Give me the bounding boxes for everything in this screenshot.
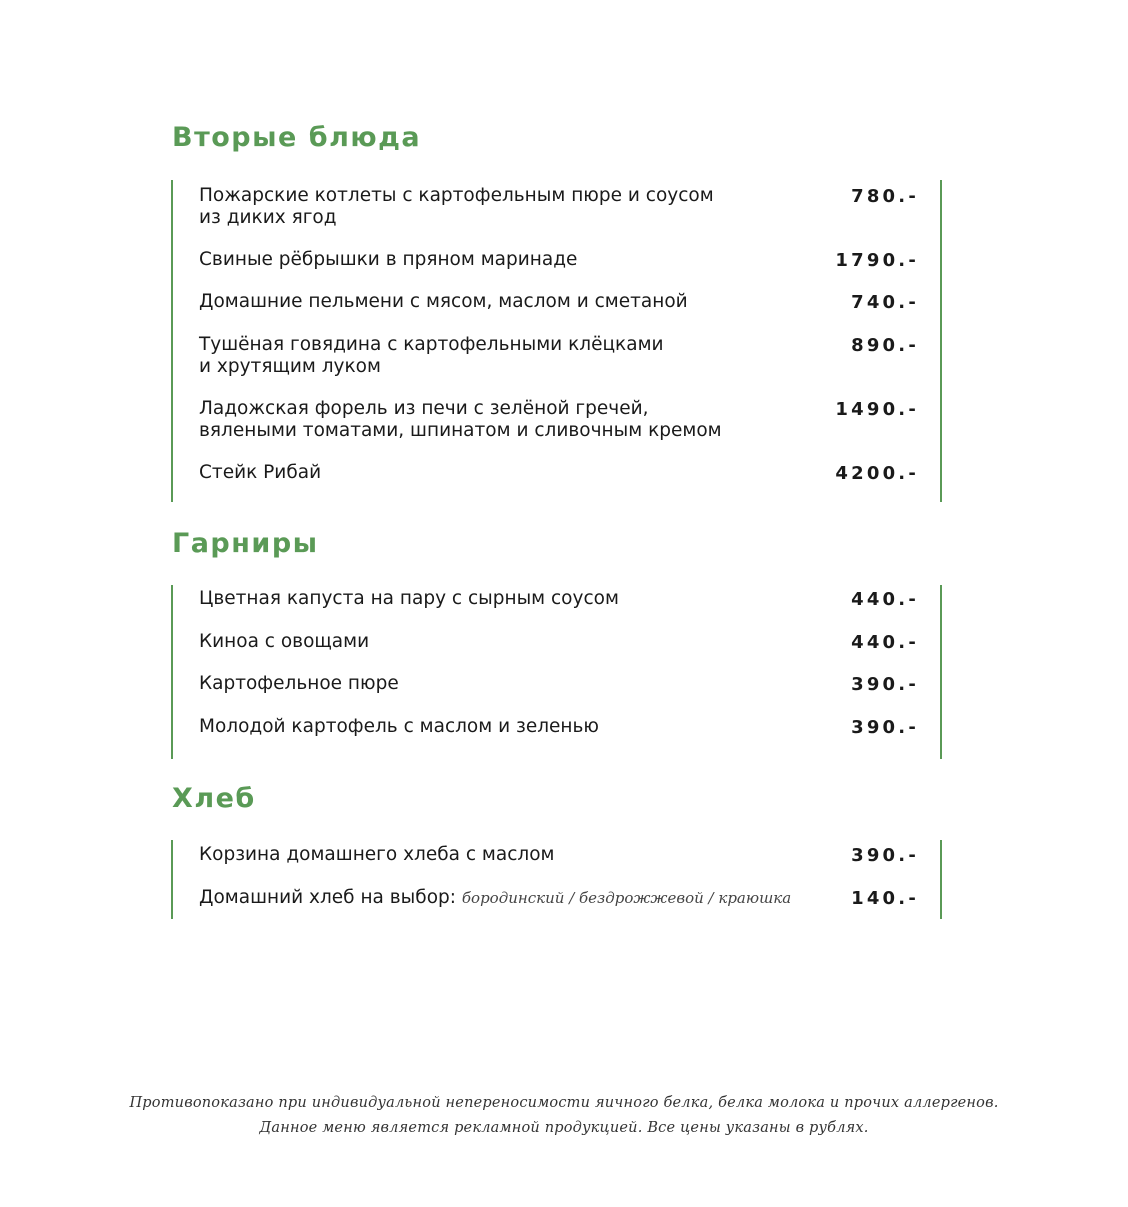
bread-options: бородинский / бездрожжевой / краюшка (461, 889, 792, 907)
menu-item-name: Киноа с овощами (199, 631, 370, 652)
section-title-bread: Хлеб (172, 783, 256, 814)
footer-disclaimer: Данное меню является рекламной продукцией. Все цены указаны в рублях. (259, 1120, 869, 1136)
menu-item-name: Цветная капуста на пару с сырным соусом (199, 588, 619, 609)
menu-item (199, 398, 919, 442)
menu-item-price: 390.- (851, 674, 919, 695)
menu-item-name: Свиные рёбрышки в пряном маринаде (199, 249, 578, 270)
menu-item (199, 185, 919, 229)
menu-block-bread (171, 840, 942, 919)
menu-item-price: 390.- (851, 717, 919, 738)
menu-item-price: 440.- (851, 589, 919, 610)
footer-allergen-note: Противопоказано при индивидуальной непереносимости яичного белка, белка молока и прочих аллергенов. (129, 1095, 999, 1111)
menu-item-price: 140.- (851, 888, 919, 909)
menu-item (199, 673, 919, 695)
menu-item-price: 390.- (851, 845, 919, 866)
menu-item (199, 462, 919, 484)
menu-item-price: 890.- (851, 335, 919, 356)
menu-item-price: 780.- (851, 186, 919, 207)
menu-item-name: Стейк Рибай (199, 462, 322, 483)
menu-item-name: Тушёная говядина с картофельными клёцками и хрутящим луком (199, 334, 664, 377)
menu-item-name: Молодой картофель с маслом и зеленью (199, 716, 599, 737)
menu-item-name: Домашние пельмени с мясом, маслом и сметаной (199, 291, 688, 312)
menu-item (199, 588, 919, 610)
section-title-main-courses: Вторые блюда (172, 122, 422, 153)
menu-item (199, 334, 919, 378)
menu-block-sides (171, 585, 942, 759)
menu-item (199, 249, 919, 271)
menu-item-price: 440.- (851, 632, 919, 653)
menu-item-price: 4200.- (835, 463, 919, 484)
menu-item (199, 716, 919, 738)
menu-item-price: 1790.- (835, 250, 919, 271)
menu-item-name: Домашний хлеб на выбор: бородинский / бездрожжевой / краюшка (199, 887, 792, 908)
menu-item-name: Пожарские котлеты с картофельным пюре и соусом из диких ягод (199, 185, 714, 228)
menu-item-price: 1490.- (835, 399, 919, 420)
menu-item-name: Картофельное пюре (199, 673, 399, 694)
section-title-sides: Гарниры (172, 528, 319, 559)
menu-item (199, 887, 919, 909)
menu-block-main-courses (171, 180, 942, 502)
menu-item (199, 631, 919, 653)
menu-item (199, 844, 919, 866)
menu-item-name: Ладожская форель из печи с зелёной гречей, вялеными томатами, шпинатом и сливочным кремом (199, 398, 722, 441)
menu-item (199, 291, 919, 313)
menu-item-name: Корзина домашнего хлеба с маслом (199, 844, 555, 865)
menu-item-price: 740.- (851, 292, 919, 313)
